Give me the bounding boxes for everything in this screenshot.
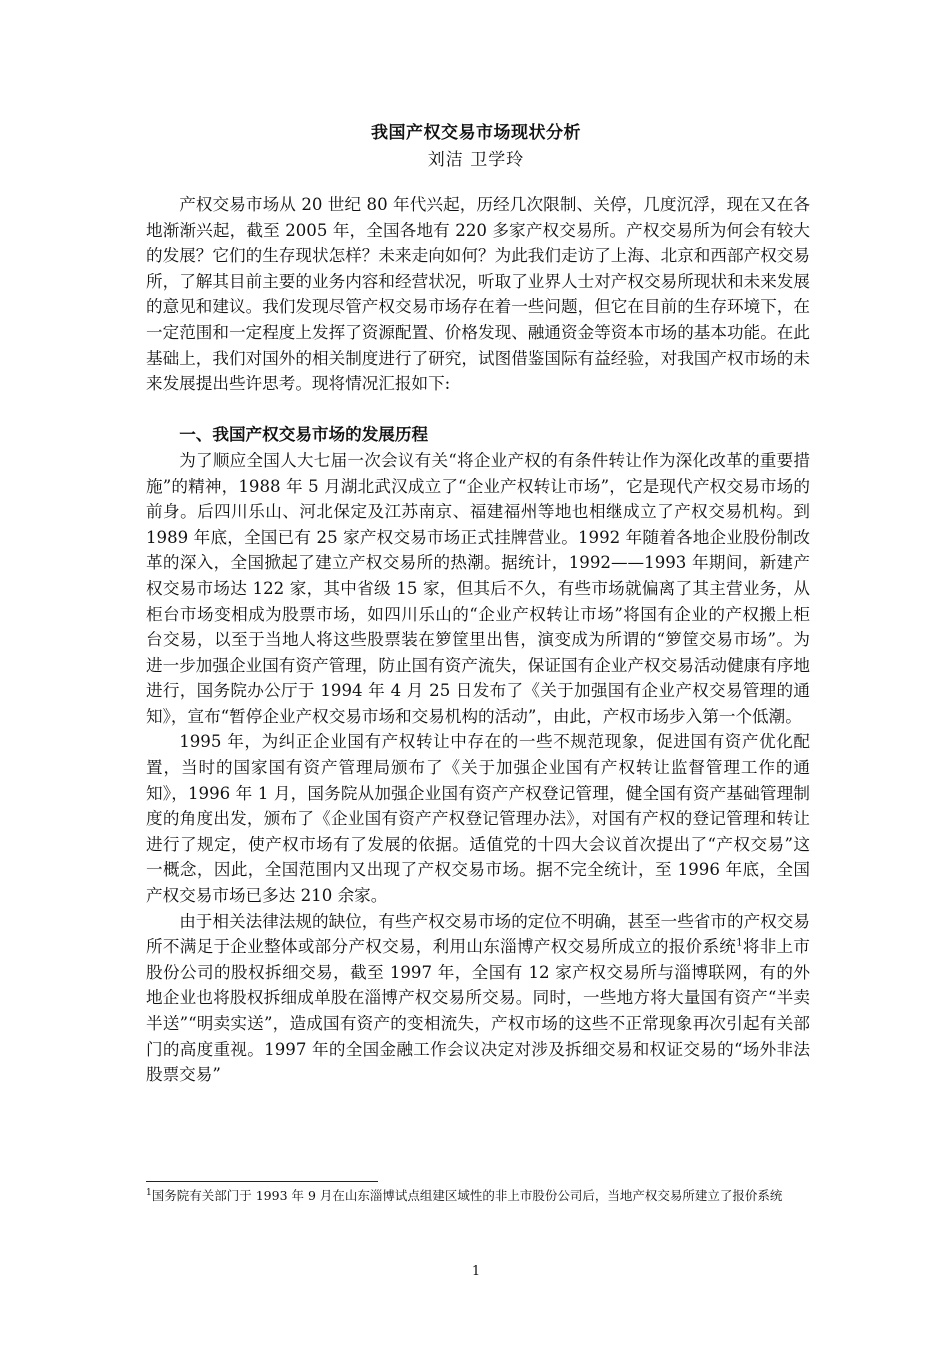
document-authors: 刘洁 卫学玲 bbox=[427, 150, 525, 170]
body-paragraph-2: 1995 年，为纠正企业国有产权转让中存在的一些不规范现象，促进国有资产优化配置，当时的国家国有资产管理局颁布了《关于加强企业国有产权转让监督管理工作的通知》，1996 年 1 月，国务院从加强企业国有资产产权登记管理，健全国有资产基础管理制度的角度出发，颁布了《企业国有资产产权登记管理办法》，对国有产权的登记管理和转让进行了规定，使产权市场有了发展的依据。适值党的十四大会议首次提出了“产权交易”这一概念，因此，全国范围内又出现了产权交易市场。据不完全统计，至 1996 年底，全国产权交易市场已多达 210 余家。 bbox=[146, 732, 810, 906]
footnote-divider bbox=[146, 1181, 378, 1182]
document-body bbox=[146, 192, 810, 1088]
footnote-reference[interactable]: 1 bbox=[736, 937, 743, 949]
footnote-text: 国务院有关部门于 1993 年 9 月在山东淄博试点组建区域性的非上市股份公司后，当地产权交易所建立了报价系统 bbox=[151, 1188, 783, 1203]
paragraph-3-text-after-ref: 将非上市股份公司的股权拆细交易，截至 1997 年，全国有 12 家产权交易所与淄博联网，有的外地企业也将股权拆细成单股在淄博产权交易所交易。同时，一些地方将大量国有资产“半卖半送”“明卖实送”，造成国有资产的变相流失，产权市场的这些不正常现象再次引起有关部门的高度重视。1997 年的全国金融工作会议决定对涉及拆细交易和权证交易的“场外非法股票交易” bbox=[146, 937, 811, 1085]
footnote bbox=[146, 1187, 810, 1205]
document-title: 我国产权交易市场现状分析 bbox=[371, 123, 581, 143]
section-heading: 一、我国产权交易市场的发展历程 bbox=[179, 424, 429, 445]
intro-paragraph: 产权交易市场从 20 世纪 80 年代兴起，历经几次限制、关停，几度沉浮，现在又在各地渐渐兴起，截至 2005 年，全国各地有 220 多家产权交易所。产权交易所为何会有较大的发展？它们的生存现状怎样？未来走向如何？为此我们走访了上海、北京和西部产权交易所，了解其目前主要的业务内容和经营状况，听取了业界人士对产权交易所现状和未来发展的意见和建议。我们发现尽管产权交易市场存在着一些问题，但它在目前的生存环境下，在一定范围和一定程度上发挥了资源配置、价格发现、融通资金等资本市场的基本功能。在此基础上，我们对国外的相关制度进行了研究，试图借鉴国际有益经验，对我国产权市场的未来发展提出些许思考。现将情况汇报如下: bbox=[146, 195, 810, 394]
page-number: 1 bbox=[471, 1264, 481, 1279]
footnote-mark: 1 bbox=[146, 1187, 152, 1198]
body-paragraph-1: 为了顺应全国人大七届一次会议有关“将企业产权的有条件转让作为深化改革的重要措施”的精神，1988 年 5 月湖北武汉成立了“企业产权转让市场”，它是现代产权交易市场的前身。后四川乐山、河北保定及江苏南京、福建福州等地也相继成立了产权交易机构。到 1989 年底，全国已有 25 家产权交易市场正式挂牌营业。1992 年随着各地企业股份制改革的深入，全国掀起了建立产权交易所的热潮。据统计，1992——1993 年期间，新建产权交易市场达 122 家，其中省级 15 家，但其后不久，有些市场就偏离了其主营业务，从柜台市场变相成为股票市场，如四川乐山的“企业产权转让市场”将国有企业的产权搬上柜台交易，以至于当地人将这些股票装在箩筐里出售，演变成为所谓的“箩筐交易市场”。为进一步加强企业国有资产管理，防止国有资产流失，保证国有企业产权交易活动健康有序地进行，国务院办公厅于 1994 年 4 月 25 日发布了《关于加强国有企业产权交易管理的通知》，宣布“暂停企业产权交易市场和交易机构的活动”，由此，产权市场步入第一个低潮。 bbox=[146, 450, 810, 726]
body-paragraph-3 bbox=[146, 909, 810, 1088]
paragraph-3-text-before-ref: 由于相关法律法规的缺位，有些产权交易市场的定位不明确，甚至一些省市的产权交易所不满足于企业整体或部分产权交易，利用山东淄博产权交易所成立的报价系统 bbox=[146, 911, 810, 957]
